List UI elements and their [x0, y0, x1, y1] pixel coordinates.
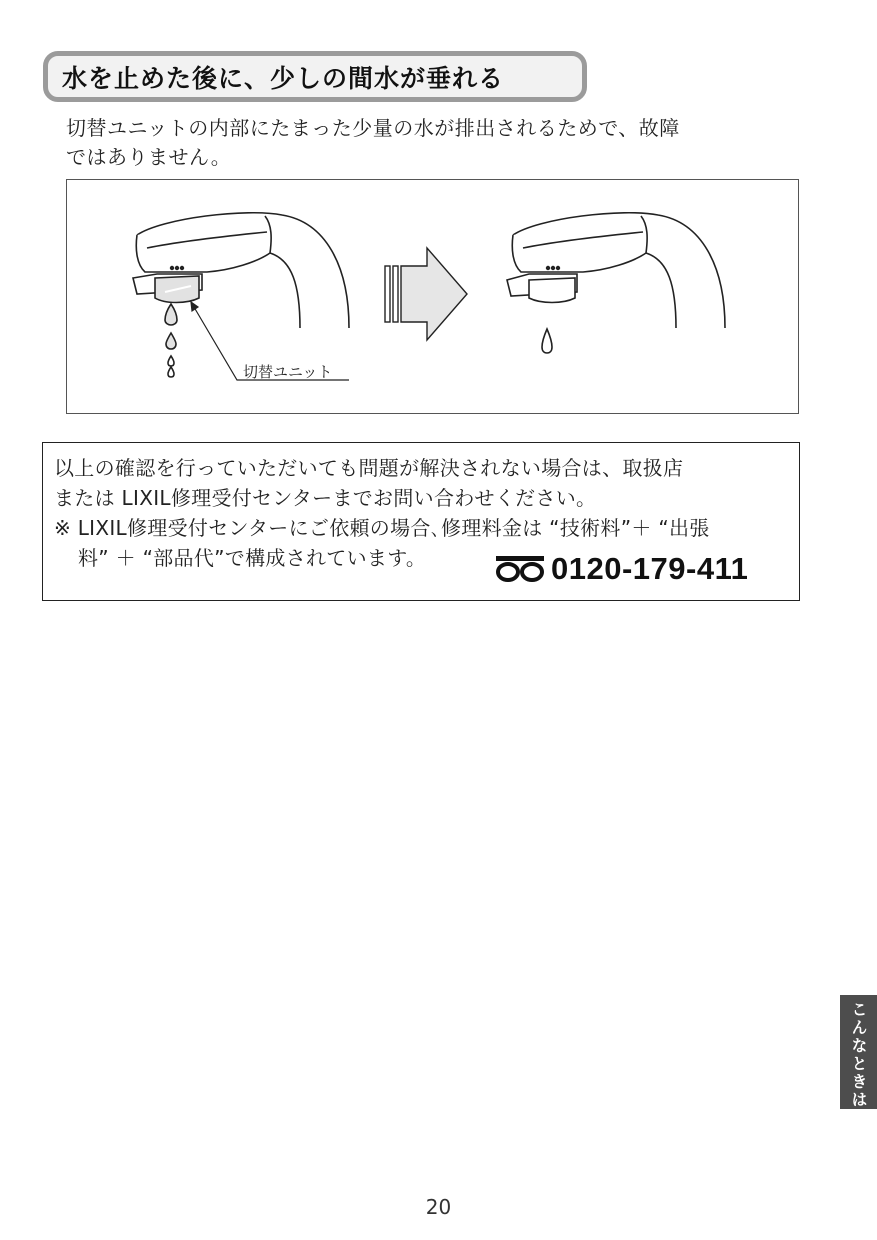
contact-line-3: ※ LIXIL修理受付センターにご依頼の場合､修理料金は “技術料”＋ “出張 [54, 516, 710, 540]
contact-line-1: 以上の確認を行っていただいても問題が解決されない場合は、取扱店 [54, 456, 684, 480]
description [66, 114, 806, 172]
faucet-single-drop-icon [507, 213, 725, 353]
contact-line-2: または LIXIL修理受付センターまでお問い合わせください。 [54, 486, 597, 510]
section-heading [43, 51, 587, 102]
description-line-1: 切替ユニットの内部にたまった少量の水が排出されるためで、故障 [66, 116, 680, 140]
illustration-box [66, 179, 799, 414]
phone-number[interactable]: 0120-179-411 [551, 551, 749, 586]
page-number: 20 [425, 1195, 452, 1219]
section-tab[interactable] [840, 995, 877, 1109]
faucet-illustration [67, 180, 800, 415]
description-line-2: ではありません。 [66, 145, 232, 169]
faucet-dripping-icon [133, 213, 349, 377]
freedial-icon [495, 555, 545, 583]
phone-contact [495, 551, 748, 587]
callout-label: 切替ユニット [243, 363, 333, 381]
heading-title: 水を止めた後に、少しの間水が垂れる [62, 63, 505, 93]
section-tab-label: こんなときは [849, 1001, 868, 1109]
contact-line-4: 料” ＋ “部品代”で構成されています。 [78, 546, 427, 570]
arrow-right-icon [385, 248, 467, 340]
contact-info-box [42, 442, 800, 601]
